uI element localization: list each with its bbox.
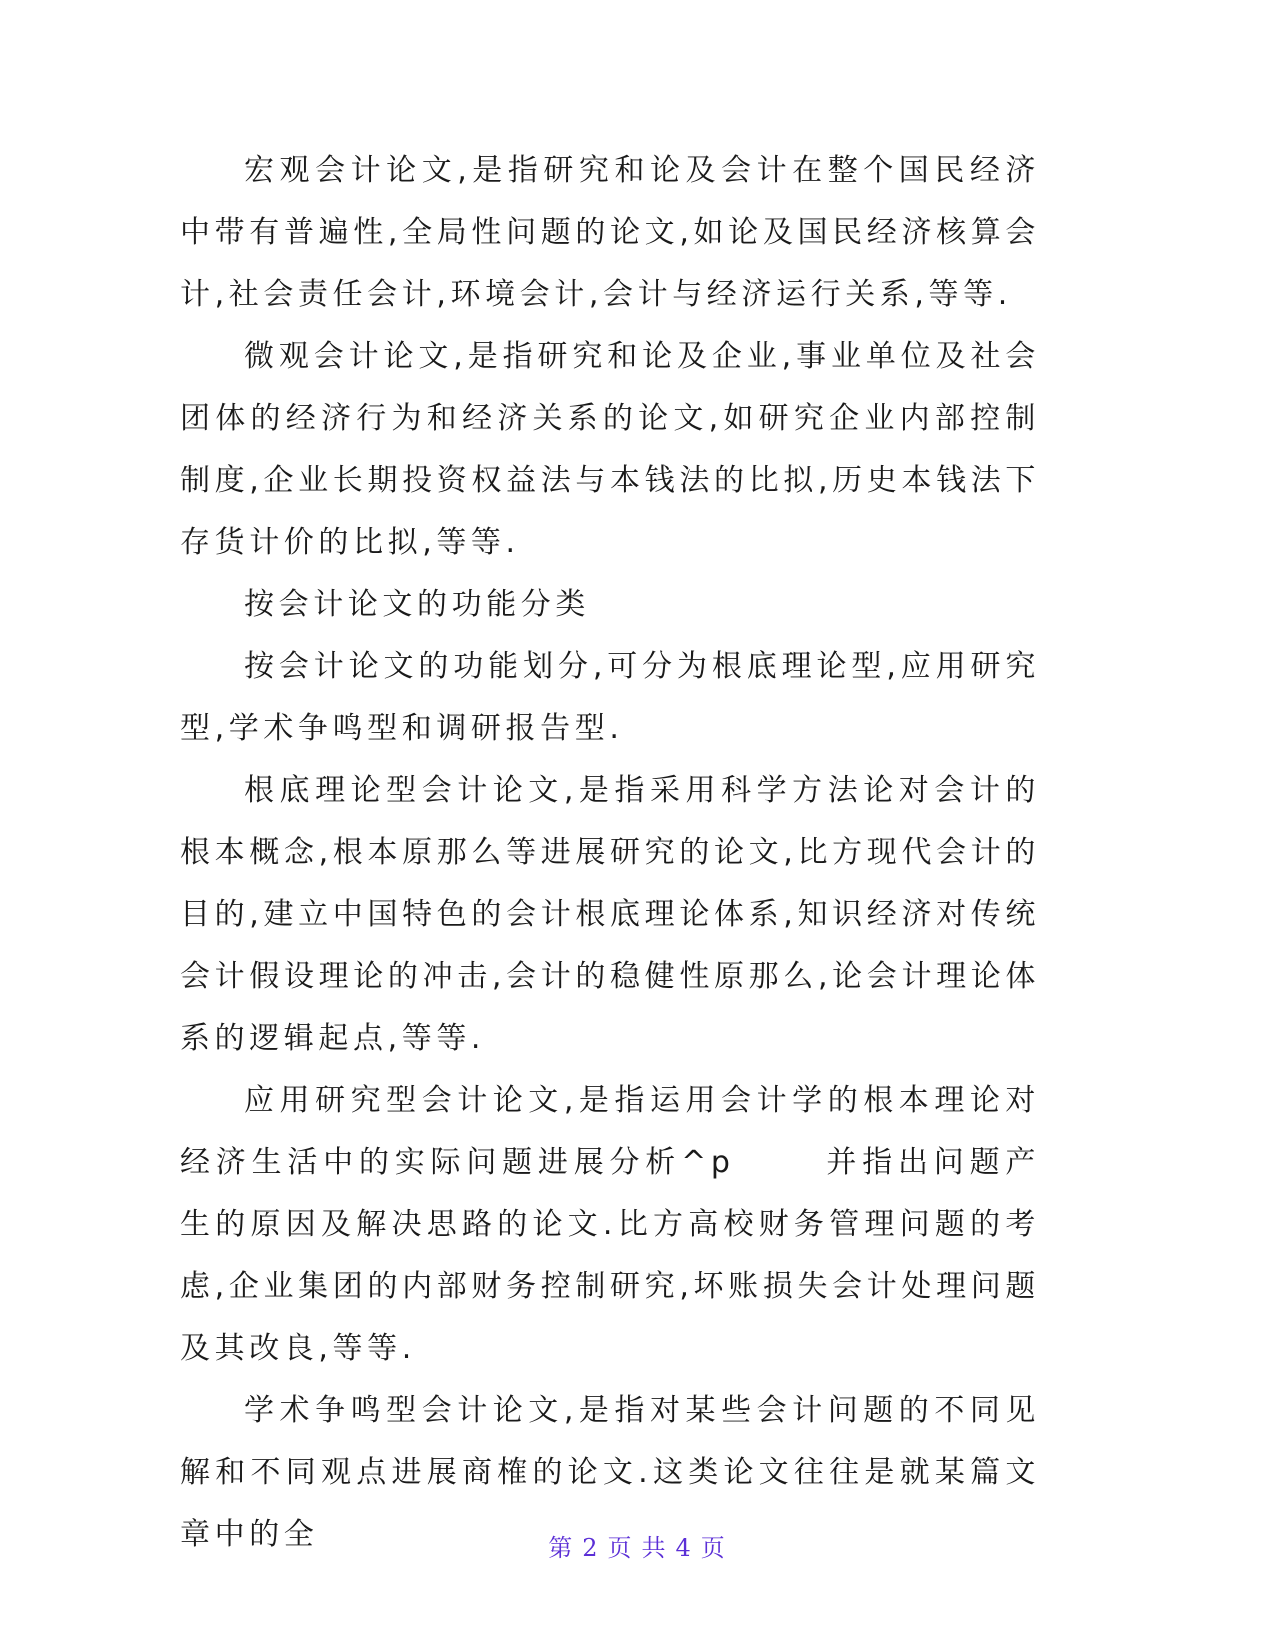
footer-page-end-label: 页 xyxy=(700,1534,727,1562)
footer-current-page: 2 xyxy=(582,1534,600,1562)
footer-page-label: 页 xyxy=(607,1534,634,1562)
section-heading-function-classification: 按会计论文的功能分类 xyxy=(244,587,590,622)
footer-prefix: 第 xyxy=(548,1534,575,1562)
paragraph-macro-accounting: 宏观会计论文,是指研究和论及会计在整个国民经济中带有普遍性,全局性问题的论文,如论及国民经济核算会计,社会责任会计,环境会计,会计与经济运行关系,等等. xyxy=(180,153,1040,312)
footer-total-pages: 4 xyxy=(675,1534,693,1562)
paragraph-function-division: 按会计论文的功能划分,可分为根底理论型,应用研究型,学术争鸣型和调研报告型. xyxy=(180,649,1040,746)
document-body xyxy=(180,140,1040,1566)
paragraph-micro-accounting: 微观会计论文,是指研究和论及企业,事业单位及社会团体的经济行为和经济关系的论文,如研究企业内部控制制度,企业长期投资权益法与本钱法的比拟,历史本钱法下存货计价的比拟,等等. xyxy=(180,339,1040,560)
paragraph-applied-research: 应用研究型会计论文,是指运用会计学的根本理论对经济生活中的实际问题进展分析^p 并指出问题产生的原因及解决思路的论文.比方高校财务管理问题的考虑,企业集团的内部财务控制研究,坏账损失会计处理问题及其改良,等等. xyxy=(180,1083,1040,1366)
paragraph-academic-debate: 学术争鸣型会计论文,是指对某些会计问题的不同见解和不同观点进展商榷的论文.这类论文往往是就某篇文章中的全 xyxy=(180,1393,1040,1552)
page-footer xyxy=(0,1528,1275,1563)
paragraph-basic-theory: 根底理论型会计论文,是指采用科学方法论对会计的根本概念,根本原那么等进展研究的论文,比方现代会计的目的,建立中国特色的会计根底理论体系,知识经济对传统会计假设理论的冲击,会计的稳健性原那么,论会计理论体系的逻辑起点,等等. xyxy=(180,773,1040,1056)
footer-total-label: 共 xyxy=(641,1534,668,1562)
